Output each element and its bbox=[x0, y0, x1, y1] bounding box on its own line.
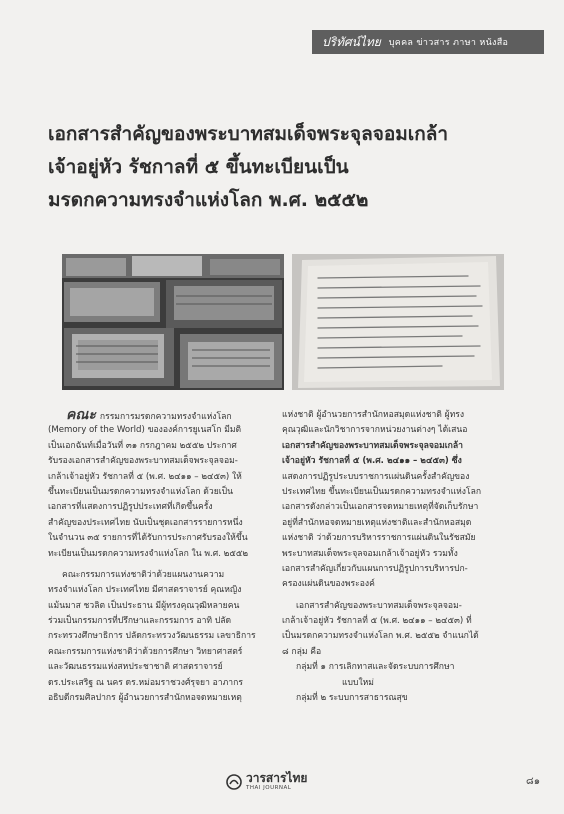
right-line: แสดงการปฏิรูประบบราชการแผ่นดินครั้งสำคัญของ bbox=[282, 471, 470, 482]
right-line: กลุ่มที่ ๑ การเลิกทาสและจัดระบบการศึกษา bbox=[296, 662, 455, 673]
photo-manuscript-page bbox=[292, 254, 504, 390]
right-line: แห่งชาติ ผู้อำนวยการสำนักหอสมุดแห่งชาติ ผู้ทรง bbox=[282, 410, 465, 420]
archival-books-image bbox=[62, 254, 284, 390]
left-line: ขึ้นทะเบียนเป็นมรดกความทรงจำแห่งโลก ด้วยเป็น bbox=[48, 486, 233, 497]
left-line: ดร.ประเสริฐ ณ นคร ดร.หม่อมราชวงศ์รุจยา อาภากร bbox=[48, 677, 243, 688]
left-line: และวัฒนธรรมแห่งสหประชาชาติ ศาสตราจารย์ bbox=[48, 662, 223, 673]
right-line: ประเทศไทย ขึ้นทะเบียนเป็นมรดกความทรงจำแห่งโลก bbox=[282, 486, 482, 497]
section-magazine-name: ปริทัศน์ไทย bbox=[322, 34, 381, 49]
headline-line-3: มรดกความทรงจำแห่งโลก พ.ศ. ๒๕๕๒ bbox=[48, 189, 369, 211]
left-line: คณะกรรมการแห่งชาติว่าด้วยแผนงานความ bbox=[62, 569, 225, 580]
manuscript-image bbox=[292, 254, 504, 390]
right-line: เอกสารสำคัญของพระบาทสมเด็จพระจุลจอม- bbox=[296, 600, 462, 611]
left-line: ทรงจำแห่งโลก ประเทศไทย มีศาสตราจารย์ คุณหญิง bbox=[48, 585, 242, 596]
left-line: ทะเบียนเป็นมรดกความทรงจำแห่งโลก ใน พ.ศ. ๒๕๕๒ bbox=[48, 548, 248, 559]
journal-logo-name: วารสารไทย bbox=[246, 771, 308, 786]
article-column-left bbox=[48, 408, 266, 706]
right-line: เกล้าเจ้าอยู่หัว รัชกาลที่ ๕ (พ.ศ. ๒๔๑๑ – ๒๔๕๓) ที่ bbox=[282, 616, 472, 627]
right-line: คุณวุฒิและนักวิชาการจากหน่วยงานต่างๆ ได้เสนอ bbox=[282, 425, 468, 436]
left-line: (Memory of the World) ขององค์การยูเนสโก มีมติ bbox=[48, 425, 242, 436]
right-line-bold: เจ้าอยู่หัว รัชกาลที่ ๕ (พ.ศ. ๒๔๑๑ – ๒๔๕๓) ซึ่ง bbox=[282, 456, 462, 467]
left-line: ร่วมเป็นกรรมการที่ปรึกษาและกรรมการ อาทิ ปลัด bbox=[48, 616, 232, 627]
section-header-band bbox=[312, 30, 544, 54]
right-line: แบบใหม่ bbox=[342, 677, 374, 688]
right-line: พระบาทสมเด็จพระจุลจอมเกล้าเจ้าอยู่หัว รวมทั้ง bbox=[282, 548, 458, 559]
journal-logo-sub: THAI JOURNAL bbox=[246, 785, 292, 792]
page-number: ๘๑ bbox=[526, 776, 541, 787]
left-line: เกล้าเจ้าอยู่หัว รัชกาลที่ ๕ (พ.ศ. ๒๔๑๑ – ๒๔๕๓) ให้ bbox=[48, 471, 242, 482]
article-column-right bbox=[282, 408, 506, 706]
left-line: กรรมการมรดกความทรงจำแห่งโลก bbox=[99, 412, 232, 422]
journal-logo-icon bbox=[226, 774, 242, 790]
right-line: เอกสารดังกล่าวเป็นเอกสารจดหมายเหตุที่จัดเก็บรักษา bbox=[282, 502, 479, 513]
left-line: คณะกรรมการแห่งชาติว่าด้วยการศึกษา วิทยาศาสตร์ bbox=[48, 646, 243, 657]
right-line: กลุ่มที่ ๒ ระบบการสาธารณสุข bbox=[296, 693, 408, 704]
left-line: แม้นมาส ชวลิต เป็นประธาน มีผู้ทรงคุณวุฒิหลายคน bbox=[48, 600, 240, 611]
left-line: ในจำนวน ๓๕ รายการที่ได้รับการประกาศรับรองให้ขึ้น bbox=[48, 533, 248, 544]
left-line: กระทรวงศึกษาธิการ ปลัดกระทรวงวัฒนธรรม เลขาธิการ bbox=[48, 631, 256, 642]
left-line: สำคัญของประเทศไทย นับเป็นชุดเอกสารรายการหนึ่ง bbox=[48, 517, 243, 528]
right-line: ครองแผ่นดินของพระองค์ bbox=[282, 579, 375, 590]
left-line: อธิบดีกรมศิลปากร ผู้อำนวยการสำนักหอจดหมายเหตุ bbox=[48, 693, 242, 704]
article-headline bbox=[48, 118, 548, 217]
left-line: รับรองเอกสารสำคัญของพระบาทสมเด็จพระจุลจอม- bbox=[48, 456, 238, 467]
right-line: อยู่ที่สำนักหอจดหมายเหตุแห่งชาติและสำนักหอสมุด bbox=[282, 517, 472, 528]
section-subjects: บุคคล ข่าวสาร ภาษา หนังสือ bbox=[388, 38, 509, 48]
headline-line-2: เจ้าอยู่หัว รัชกาลที่ ๕ ขึ้นทะเบียนเป็น bbox=[48, 156, 349, 178]
headline-line-1: เอกสารสำคัญของพระบาทสมเด็จพระจุลจอมเกล้า bbox=[48, 123, 449, 145]
right-line: เอกสารสำคัญเกี่ยวกับแผนการปฏิรูปการบริหารปก- bbox=[282, 563, 468, 574]
right-line: เป็นมรดกความทรงจำแห่งโลก พ.ศ. ๒๕๕๒ จำแนกได้ bbox=[282, 631, 479, 642]
left-line: เป็นเอกฉันท์เมื่อวันที่ ๓๑ กรกฎาคม ๒๕๕๒ ประกาศ bbox=[48, 440, 237, 451]
photo-archival-books bbox=[62, 254, 284, 390]
left-line: เอกสารที่แสดงการปฏิรูปประเทศที่เกิดขึ้นครั้ง bbox=[48, 502, 213, 513]
right-line-bold: เอกสารสำคัญของพระบาทสมเด็จพระจุลจอมเกล้า bbox=[282, 440, 463, 451]
journal-logo bbox=[226, 770, 336, 794]
article-lead-word: คณะ bbox=[66, 408, 96, 423]
right-line: ๘ กลุ่ม คือ bbox=[282, 646, 322, 657]
right-line: แห่งชาติ ว่าด้วยการบริหารราชการแผ่นดินในรัชสมัย bbox=[282, 533, 476, 544]
